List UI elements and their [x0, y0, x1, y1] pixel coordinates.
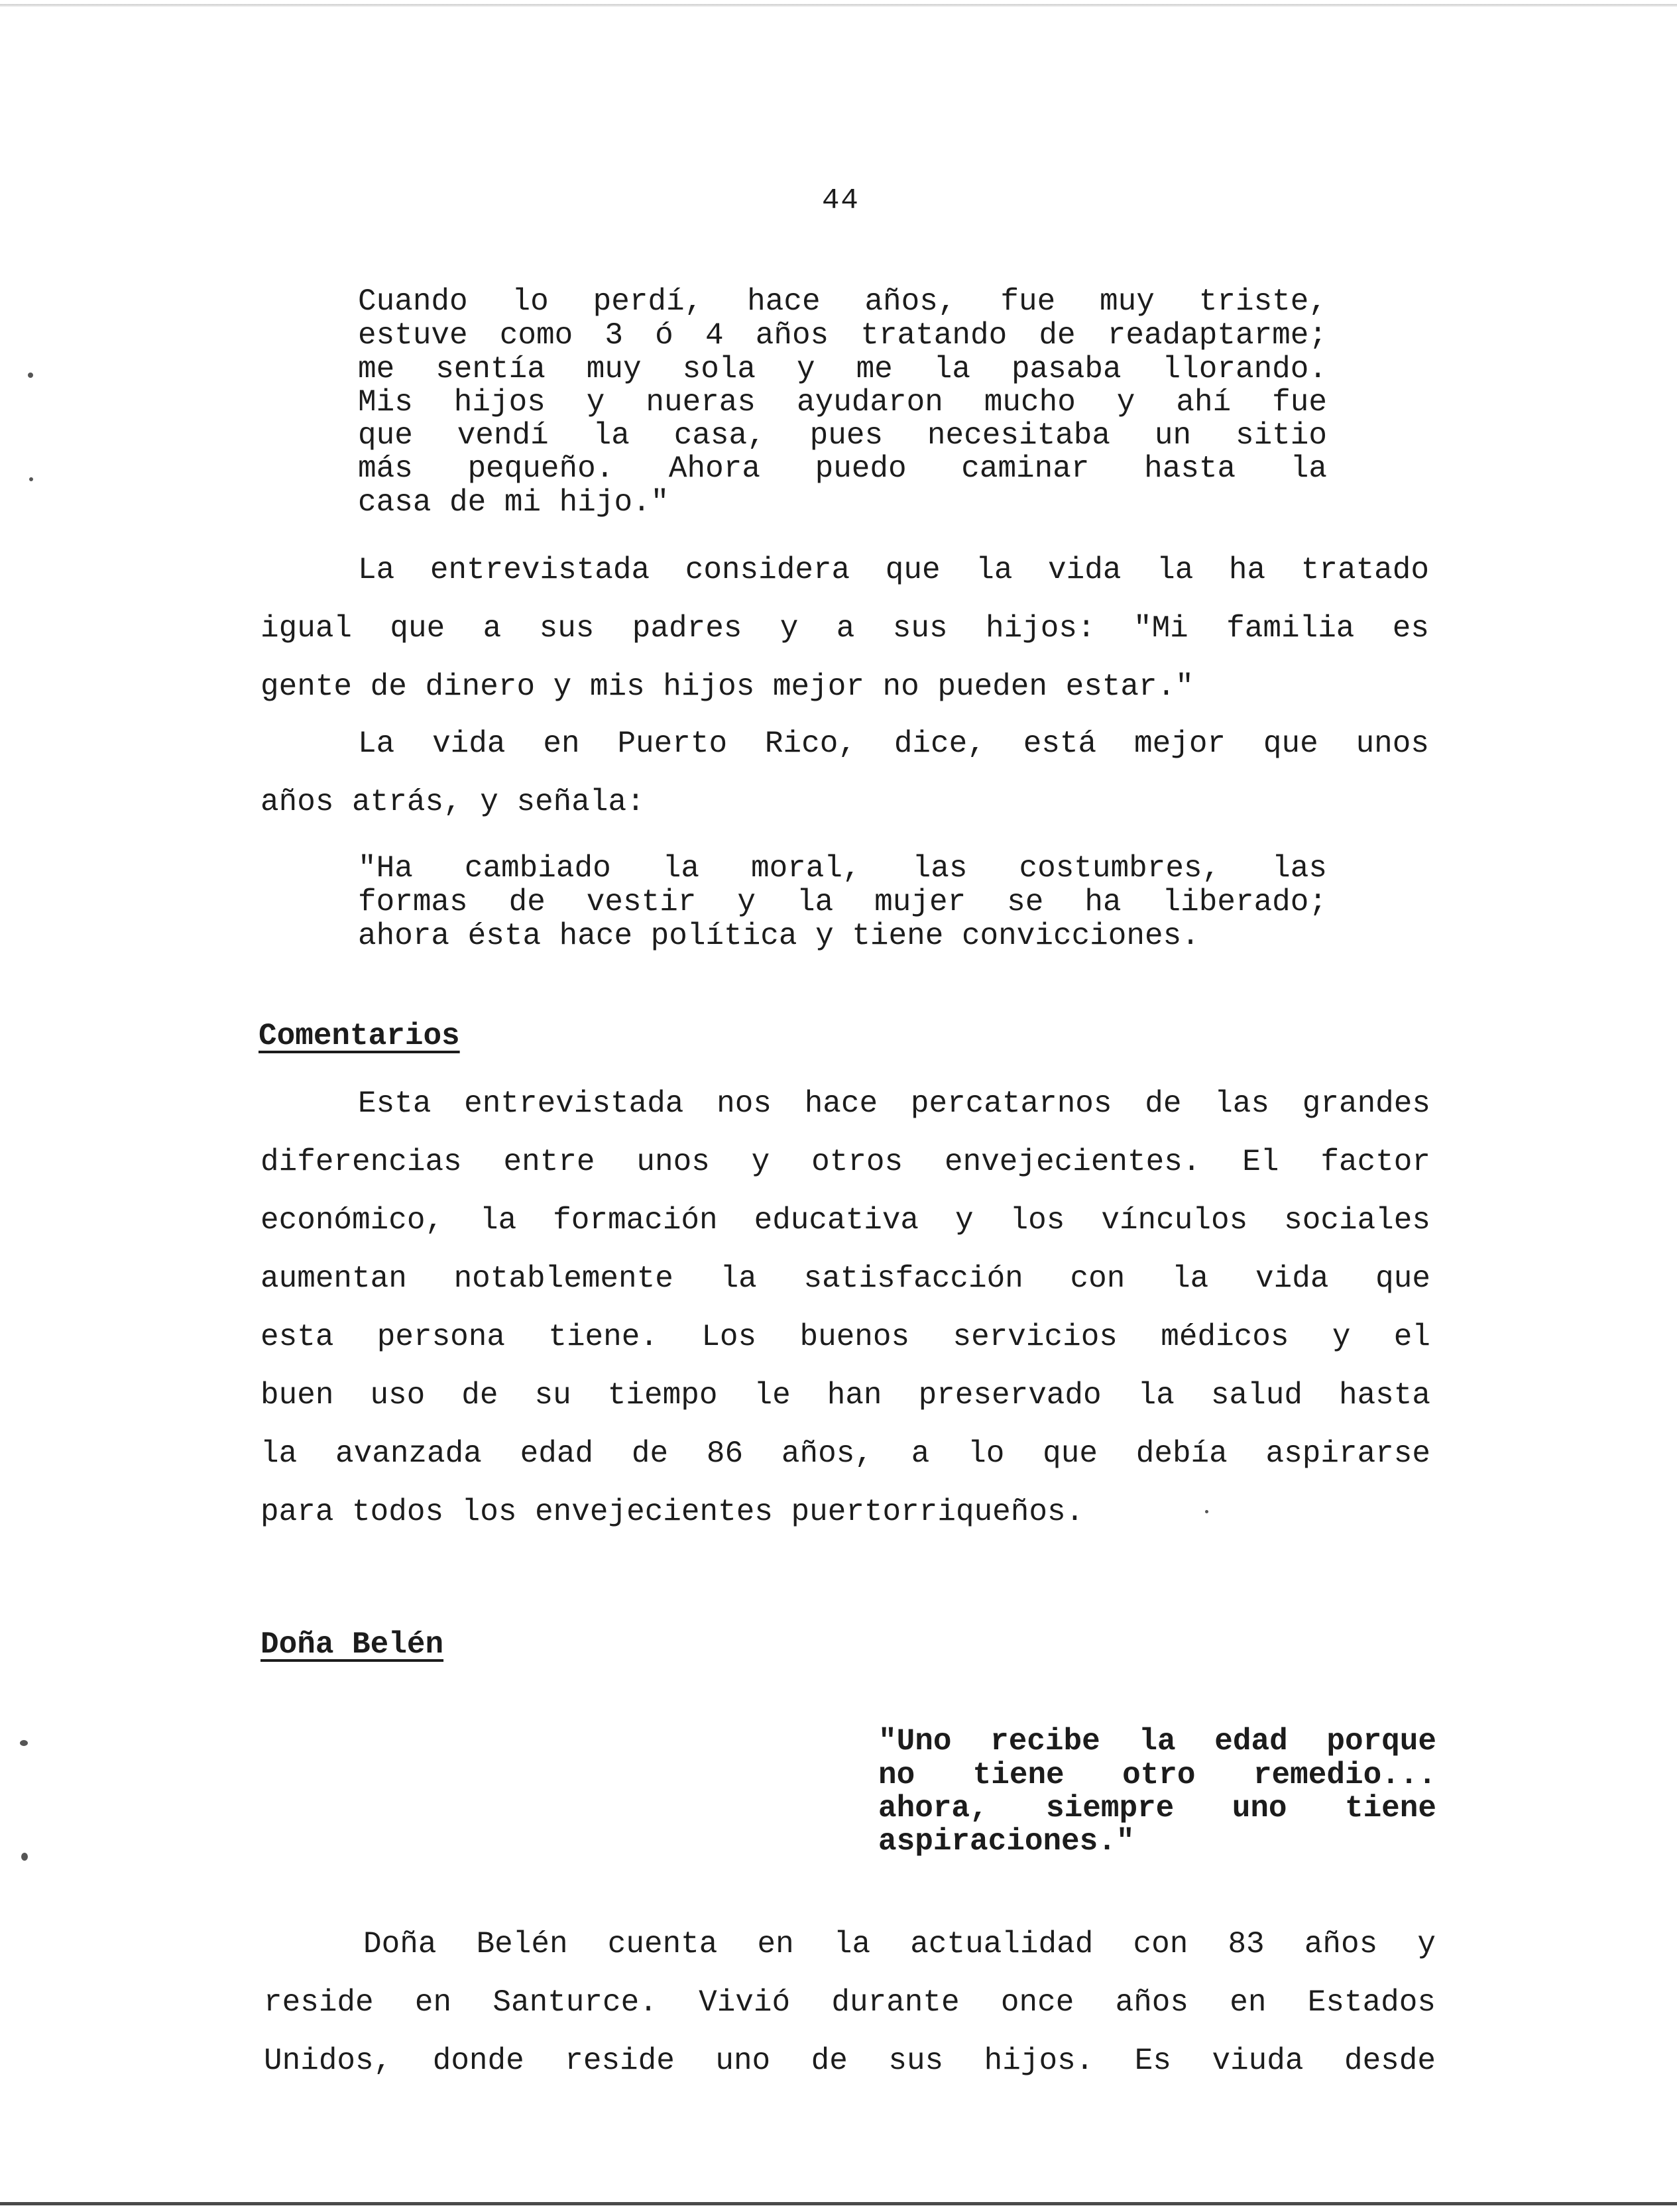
paragraph-line: La entrevistada considera que la vida la ha tratado	[358, 553, 1429, 587]
paragraph-line: económico, la formación educativa y los vínculos sociales	[260, 1203, 1430, 1238]
quote-line: me sentía muy sola y me la pasaba llorando.	[358, 352, 1327, 386]
epigraph-line: ahora, siempre uno tiene	[878, 1791, 1436, 1826]
paragraph-line: Esta entrevistada nos hace percatarnos de las grandes	[358, 1086, 1430, 1121]
quote-line: Cuando lo perdí, hace años, fue muy triste,	[358, 284, 1327, 319]
epigraph-line: aspiraciones."	[878, 1824, 1135, 1859]
section-heading-comentarios: Comentarios	[259, 1019, 460, 1053]
paragraph-line: aumentan notablemente la satisfacción con la vida que	[260, 1261, 1430, 1296]
paragraph-line: buen uso de su tiempo le han preservado la salud hasta	[260, 1378, 1430, 1413]
paragraph-line: reside en Santurce. Vivió durante once años en Estados	[264, 1985, 1436, 2020]
scan-speck	[21, 1853, 28, 1861]
paragraph-line: esta persona tiene. Los buenos servicios médicos y el	[260, 1320, 1430, 1354]
paragraph-line: gente de dinero y mis hijos mejor no pueden estar."	[260, 669, 1194, 704]
scan-speck	[29, 477, 33, 481]
page-number: 44	[822, 184, 860, 217]
scan-speck	[28, 373, 33, 378]
scan-edge-top	[0, 4, 1677, 7]
quote-line: "Ha cambiado la moral, las costumbres, las	[358, 851, 1327, 886]
quote-line: formas de vestir y la mujer se ha liberado;	[358, 885, 1327, 919]
paragraph-line: igual que a sus padres y a sus hijos: "Mi familia es	[260, 611, 1429, 646]
epigraph-line: no tiene otro remedio...	[878, 1758, 1436, 1792]
scan-edge-bottom	[0, 2202, 1677, 2205]
paragraph-line: Unidos, donde reside uno de sus hijos. Es viuda desde	[264, 2044, 1436, 2078]
quote-line: Mis hijos y nueras ayudaron mucho y ahí fue	[358, 385, 1327, 420]
quote-line: estuve como 3 ó 4 años tratando de readaptarme;	[358, 318, 1327, 353]
quote-line: ahora ésta hace política y tiene convicciones.	[358, 919, 1200, 953]
scan-speck	[1205, 1510, 1208, 1513]
paragraph-line: diferencias entre unos y otros envejecientes. El factor	[260, 1145, 1430, 1179]
quote-line: que vendí la casa, pues necesitaba un sitio	[358, 418, 1327, 453]
paragraph-line: años atrás, y señala:	[260, 785, 645, 819]
paragraph-line: la avanzada edad de 86 años, a lo que debía aspirarse	[260, 1436, 1430, 1471]
section-heading-belen: Doña Belén	[260, 1627, 444, 1662]
quote-line: casa de mi hijo."	[358, 485, 669, 520]
epigraph-line: "Uno recibe la edad porque	[878, 1724, 1436, 1759]
scan-speck	[20, 1740, 28, 1746]
paragraph-line: Doña Belén cuenta en la actualidad con 83 años y	[363, 1927, 1436, 1961]
quote-line: más pequeño. Ahora puedo caminar hasta la	[358, 451, 1327, 486]
paragraph-line: para todos los envejecientes puertorriqueños.	[260, 1495, 1084, 1529]
paragraph-line: La vida en Puerto Rico, dice, está mejor que unos	[358, 727, 1429, 761]
